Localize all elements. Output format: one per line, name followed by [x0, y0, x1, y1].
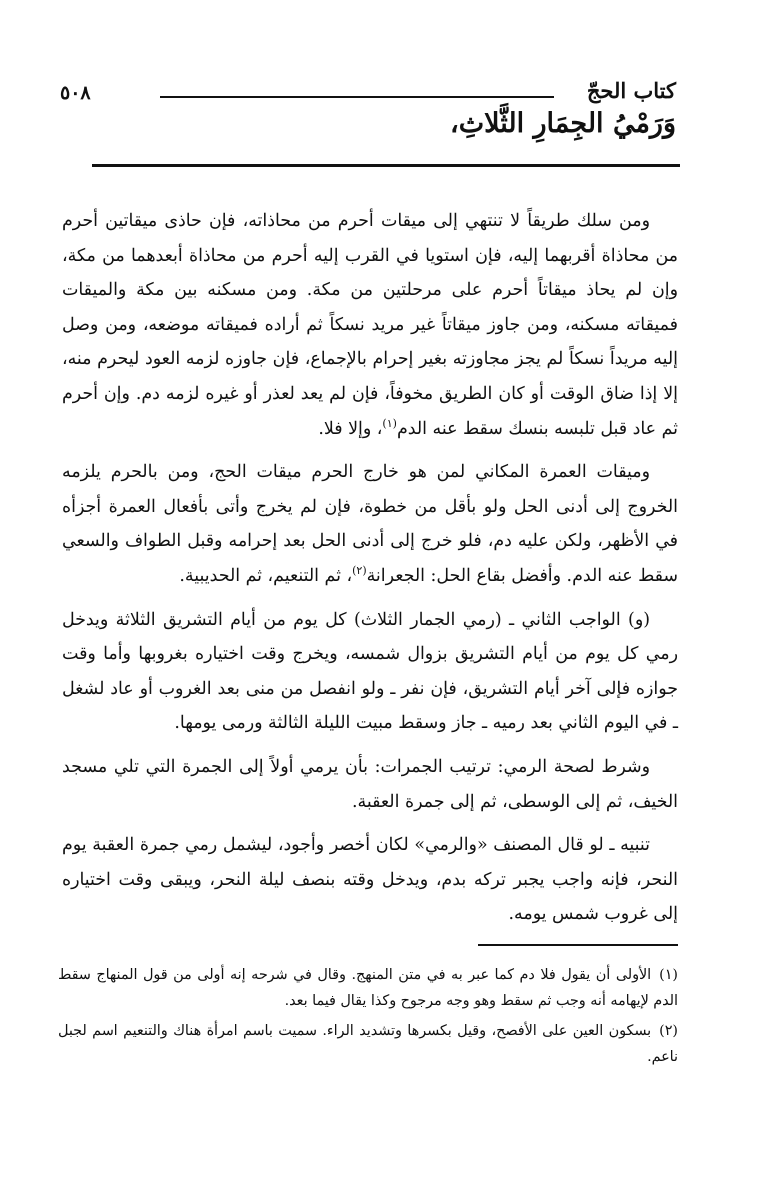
- paragraph: [62, 455, 678, 593]
- paragraph-text: وميقات العمرة المكاني لمن هو خارج الحرم ميقات الحج، ومن بالحرم يلزمه الخروج إلى أدنى الحل ولو بأقل من خطوة، فإن لم يخرج وأتى بأفعال العمرة أجزأه في الأظهر، ولكن عليه دم، فلو خرج إلى أدنى الحل بعد إحرامه وقبل الطواف والسعي سقط عنه الدم. وأفضل بقاع الحل: الجعرانة: [62, 462, 679, 586]
- footnote-reference[interactable]: (٢): [352, 564, 367, 578]
- footnote: [58, 1018, 678, 1070]
- paragraph-text-end: ، ثم التنعيم، ثم الحديبية.: [179, 565, 353, 586]
- paragraph-text: (و) الواجب الثاني ـ (رمي الجمار الثلاث) كل يوم من أيام التشريق الثلاثة ويدخل رمي كل يوم من أيام التشريق بزوال شمسه، ويخرج وقت اختياره بغروبها وأما وقت جوازه فإلى آخر أيام التشريق، فإن نفر ـ ولو انفصل من منى بعد الغروب أو عاد لشغل ـ في اليوم الثاني بعد رميه ـ جاز وسقط مبيت الليلة الثالثة ورمى يومها.: [62, 609, 678, 734]
- page-header: [60, 76, 676, 110]
- paragraph: [62, 750, 678, 819]
- page-number: ٥٠٨: [60, 82, 91, 104]
- matn-heading: وَرَمْيُ الجِمَارِ الثَّلاثِ،: [450, 108, 676, 139]
- footnote-separator: [478, 944, 678, 946]
- footnotes: [58, 962, 678, 1074]
- footnote-number: (٢): [659, 1023, 678, 1039]
- paragraph: [62, 204, 678, 446]
- heading-rule: [92, 164, 680, 167]
- paragraph-text: ومن سلك طريقاً لا تنتهي إلى ميقات أحرم من محاذاته، فإن حاذى ميقاتين أحرم من محاذاة أقربهما إليه، فإن استويا في القرب إليه أحرم من محاذاة أبعدهما من مكة، وإن لم يحاذ ميقاتاً أحرم على مرحلتين من مكة. ومن مسكنه بين مكة والميقات فميقاته مسكنه، ومن جاوز ميقاتاً غير مريد نسكاً ثم أراده فميقاته موضعه، ومن وصل إليه مريداً نسكاً لم يجز مجاوزته بغير إحرام بالإجماع، فإن جاوزه لزمه العود ليحرم منه، إلا إذا ضاق الوقت أو كان الطريق مخوفاً، فإن لم يعد لعذر أو غيره لزمه دم. وإن أحرم ثم عاد قبل تلبسه بنسك سقط عنه الدم: [62, 211, 678, 439]
- paragraph-text-end: ، وإلا فلا.: [318, 418, 383, 439]
- footnote: [58, 962, 678, 1014]
- paragraph-text: وشرط لصحة الرمي: ترتيب الجمرات: بأن يرمي أولاً إلى الجمرة التي تلي مسجد الخيف، ثم إلى الوسطى، ثم إلى جمرة العقبة.: [62, 756, 678, 812]
- footnote-reference[interactable]: (١): [382, 416, 397, 430]
- running-title: كتاب الحجّ: [586, 78, 676, 103]
- paragraph-text: تنبيه ـ لو قال المصنف «والرمي» لكان أخصر وأجود، ليشمل رمي جمرة العقبة يوم النحر، فإنه واجب يجبر تركه بدم، ويدخل وقته بنصف ليلة النحر، ويبقى وقت اختياره إلى غروب شمس يومه.: [62, 835, 678, 925]
- footnote-text: الأولى أن يقول فلا دم كما عبر به في متن المنهج. وقال في شرحه إنه أولى من قول المنهاج سقط الدم لإيهامه أنه وجب ثم سقط وهو وجه مرجوح وكذا يقال فيما بعد.: [58, 967, 678, 1009]
- footnote-number: (١): [659, 967, 678, 983]
- paragraph: [62, 828, 678, 932]
- commentary-body: [62, 204, 678, 941]
- header-rule: [160, 96, 554, 98]
- footnote-text: بسكون العين على الأفصح، وقيل بكسرها وتشديد الراء. سميت باسم امرأة هناك والتنعيم اسم لجبل ناعم.: [58, 1023, 678, 1065]
- paragraph: [62, 603, 678, 741]
